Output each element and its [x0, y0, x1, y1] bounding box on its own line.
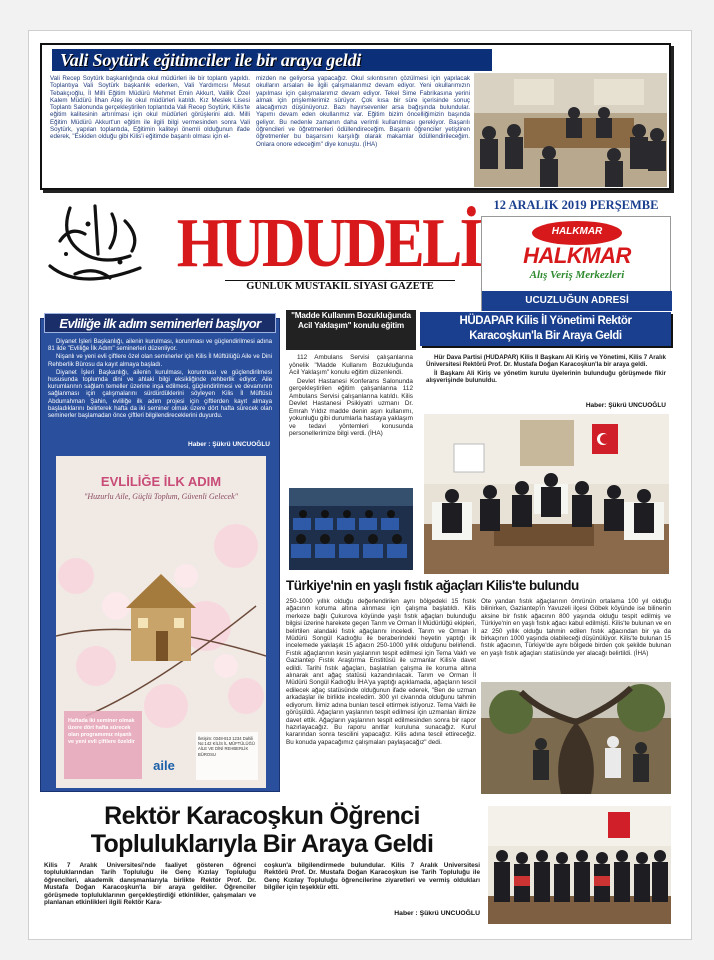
- hudapar-byline: Haber: Şükrü UNCUOĞLU: [585, 402, 666, 409]
- top-story: [40, 43, 671, 190]
- rektor-headline-line2: Topluluklarıyla Bir Araya Geldi: [90, 830, 434, 858]
- top-story-col2: mizden ne geliyorsa yapacağız. Okul sıkıntısının çözülmesi için yapılacak okulların arsaları ile ilgili çalışmalarımız devam ediyor. Yeni okullarımızın yapılması için çalışmalarımız devam ediyor. Tekel Sime Fabrikasına yerini almak için prişlemlerimiz sürüyor. Çok kısa bir süre içerisinde sonuç alacağımızı düşünüyoruz. Bazı hayırsevenler arsa bağışında bulundular. Yapımı devam eden okullarımız var. Eğitim bizim öncelliğimizin başında geliyor. Bu nedenle zamanın daha verimli kullanılması gerekiyor. Başarılı öğrencileri ve öğretmenleri ödüllendireceğim. Başarılı öğrenciler yetiştiren öğretmenler bu başarısını karşılığı olarak makamlar ödüllendirileceğim. Onlara onore edeceğim" diye konuştu. (İHA): [256, 75, 470, 148]
- evlilik-poster: [56, 456, 266, 788]
- halkmar-badge-text: HALKMAR: [551, 226, 603, 237]
- hudapar-body: [426, 354, 666, 400]
- fistik-col2: Öte yandan fıstık ağaçlarının ömrünün ortalama 100 yıl olduğu bilinirken, Gaziantep'in Yavuzeli ilçesi Göbek köyünde ise bilinenin aksine bir fıstık ağacının 800 yaşında olduğu tespit edilmiş ve Türkiye'nin en yaşlı fıstık ağacı kabul edilmişti. Kilis'te bulunan ve en az 250 yıllık olduğu tahmin edilen fıstık ağacından bir ya da birkaçının 1000 yaşında olabileceği düşünülüyor. Kilis'te bulunan 15 fıstık ağacının, Türkiye'de aynı bölgede birden çok şekilde bulunan en yaşlı fıstık ağaçları statüsünde yer alacağı belirtildi. (İHA): [481, 598, 671, 657]
- fistik-headline: Türkiye'nin en yaşlı fıstık ağaçları Kilis'te bulundu: [286, 578, 579, 593]
- poster-title: EVLİLİĞE İLK ADIM: [100, 474, 222, 489]
- rektor-photo: [488, 806, 671, 924]
- fistik-col1: 250-1000 yıllık olduğu değerlendirilen aynı bölgedeki 15 fıstık ağacının koruma altına alınması için çalışma başlatıldı. Kilis merkeze bağlı Çukurova köyünde yaşlı fıstık ağaçları bulunduğu bilgisi üzerine harekete geçen Tarım ve Orman İl Müdürlüğü ekipleri, belirtilen alandaki fıstık ağaçlarını inceledi. Tarım ve Orman İl Müdürü Songül Kadıoğlu ile beraberindeki heyetin yaptığı ilk incelemede yaklaşık 15 ağacın 250-1000 yıllık olduğunu belirlendi. Fıstık ağaçlarının kesin yaşlarının tespit edilmesi için Tema Vakfı ve Gaziantep Fıstık Araştırma Enstitüsü ile uzmanlar Kilis'e davet edildi. Tarihi fıstık ağaçları, başlatılan çalışma ile koruma altına alınarak anıt ağaç statüsü kazandırılacak. Tarım ve Orman İl Müdürü Songül Kadıoğlu İHA'ya yaptığı açıklamada, ağaçların tescil edilecek ağaç statüsünde olduğunun ifade ederek, "Ben de uzman arkadaşlar ile birlikte inceledim. 300 yıl civarında olduğunu tahmin ediyorum. İlimiz adına bunları tescil ettirmek istiyoruz. Tema Vakfı ile görüşüldü. Ağaçların yaşlarının tespit edilmesi için uzmanları ilimize davet ettik. Ağaçların yaşlarının tespit edilmesinden sonra bir rapor hazırlayacağız. Bu raporu anıtlar kuruluna sunacağız. Kurul kararından sonra tescilini yapacağız. Kilis adına tescil ettireceğiz. Bu konuda yapacağımız çalışmaları paylaşacağız" dedi.: [286, 598, 476, 746]
- evlilik-headline: Evliliğe ilk adım seminerleri başlıyor: [44, 313, 276, 333]
- hudapar-headline: HÜDAPAR Kilis İl Yönetimi Rektör Karacoşkun'la Bir Araya Geldi: [420, 312, 671, 346]
- madde-paragraph: 112 Ambulans Servisi çalışanlarına yönelik "Madde Kullanım Bozukluğunda Acil Yaklaşım" konulu eğitim düzenlendi.: [289, 354, 413, 376]
- madde-article: [286, 310, 416, 575]
- poster-subtitle: "Huzurlu Aile, Güçlü Toplum, Güvenli Gelecek": [83, 492, 239, 501]
- madde-headline: "Madde Kullanım Bozukluğunda Acil Yaklaşım" konulu eğitim: [286, 310, 416, 350]
- halkmar-ad[interactable]: [481, 216, 671, 311]
- hudapar-photo: [424, 414, 669, 574]
- masthead-calligraphy-logo: [40, 196, 152, 294]
- rektor-headline-line1: Rektör Karacoşkun Öğrenci: [104, 802, 420, 830]
- evlilik-paragraph: Diyanet İşleri Başkanlığı, ailenin kurulması, korunması ve güçlendirilmesi hususunda toplumda dini ve ahlaki bilgi eksikliğinde rehberlik ediyor. Aile kurumlarının sağlam temeller üzerine inşa edilmesi, güçlendirilmesi ve devamının sağlanması için çalışmalarını sürdürdüklerini söyleyen Kilis İl Müftüsü Abdurrahman Şahin, evliliğe ilk adım projesi için çiftlerden kayıt almaya başladıklarını belirterek hafta da iki seminer olmak üzere dört hafta sürecek olan seminerler başlamadan önce çiftleri bilgilendireceklerini duyurdu.: [48, 368, 272, 420]
- poster-aile-logo: aile: [153, 758, 175, 773]
- masthead-nameplate: HUDUDELİ: [176, 205, 481, 282]
- halkmar-brand: HALKMAR: [523, 243, 631, 268]
- issue-date: 12 ARALIK 2019 PERŞEMBE: [493, 198, 659, 212]
- top-story-photo: [474, 73, 667, 187]
- rektor-col2: coşkun'a bilgilendirmede bulundular. Kilis 7 Aralık Üniversitesi Rektörü Prof. Dr. Mustafa Doğan Karacoşkun ise Tarih Topluluğu ile Genç Kızılay Topluluğu öğrencilerine ziyaretleri ve vermiş oldukları bilgiler için teşekkür etti.: [264, 862, 480, 892]
- fistik-photo: [481, 682, 671, 794]
- rektor-col1: Kilis 7 Aralık Üniversitesi'nde faaliyet gösteren öğrenci topluluklarından Tarih Topluluğu ile Genç Kızılay Topluluğu öğrencileri, akademik danışmanlarıyla birlikte Rektör Prof. Dr. Mustafa Doğan Karacoşkun'la bir araya geldiler. Öğrenciler görüşmede topluluklarının gerçekleştirdiği etkinlikler, çalışmaları ve planlanan etkinlikleri ilgili Rektör Kara-: [44, 862, 256, 907]
- madde-body: [289, 354, 413, 486]
- poster-note: Haftada iki seminer olmak üzere dört hafta sürecek olan programımız nişanlı ve yeni evli çiftlere özeldir: [68, 718, 135, 745]
- rektor-byline: Haber : Şükrü UNCUOĞLU: [394, 910, 480, 917]
- poster-contact: İletişim: 0348-813 1234 Dahili No:142 KİLİS İL MÜFTÜLÜĞÜ AİLE VE DİNİ REHBERLİK BÜROSU: [198, 736, 255, 757]
- evlilik-paragraph: Nişanlı ve yeni evli çiftlere özel olan seminerler için Kilis İl Müftülüğü Aile ve Dini Rehberlik Bürosu da kayıt almaya başladı.: [48, 353, 272, 368]
- top-story-headline: Vali Soytürk eğitimciler ile bir araya geldi: [52, 49, 492, 71]
- halkmar-tagline: Alış Veriş Merkezleri: [529, 269, 625, 281]
- hudapar-paragraph: Hür Dava Partisi (HÜDAPAR) Kilis İl Başkanı Ali Kiriş ve Yönetimi, Kilis 7 Aralık Üniversitesi Rektörü Prof. Dr. Mustafa Doğan Karacoşkun'la bir araya geldi.: [426, 354, 666, 369]
- evlilik-paragraph: Diyanet İşleri Başkanlığı, ailenin kurulması, korunması ve güçlendirilmesi adına 81 ilde "Evliliğe İlk Adım" seminerleri düzenliyor.: [48, 338, 272, 353]
- masthead-subtitle: GÜNLÜK MÜSTAKİL SİYASİ GAZETE: [225, 280, 455, 292]
- madde-photo: [289, 488, 413, 570]
- evlilik-byline: Haber : Şükrü UNCUOĞLU: [188, 441, 270, 448]
- hudapar-paragraph: İl Başkanı Ali Kiriş ve yönetim kurulu üyelerinin bulunduğu görüşmede fikir alışverişinde bulunuldu.: [426, 369, 666, 385]
- top-story-col1: Vali Recep Soytürk başkanlığında okul müdürleri ile bir toplantı yapıldı. Toplantıya Vali Soytürk başkanlık ederken, Vali Yardımcısı Mesut Tebakçıoğlu, İl Milli Eğitim Müdürü Mehmet Emin Akkurt, Valilik Özel Kalem Müdürü İlhan Ateş ile okul müdürleri katıldı. Kız Meslek Lisesi Toplantı Salonunda gerçekleştirilen toplantıda Vali Recep Soytürk, Kilis'te eğitim kalitesinin artırılması için okul müdürleri görüşlerini aldı. Milli Eğitim Müdürü Akkurt'un eğitim ile ilgili bilgi vermesinden sonra Vali Soytürk, yapılan toplantıda, Eğitimin kaliteyi önemli olduğunun ifade ederek, "Eskiden olduğu gibi Kilis'i eğitimde başarılı olması için el-: [50, 75, 250, 141]
- halkmar-slogan: UCUZLUĞUN ADRESİ: [482, 291, 672, 311]
- madde-paragraph: Devlet Hastanesi Konferans Salonunda gerçekleştirilen eğitim çalışanlarına 112 Ambulans Servisi çalışanlarına katıldı. Kilis Devlet Hastanesi Psikiyatri uzmanı Dr. Emrah Yıldız madde denin aşırı kullanımı, yokunluğu gibi durumlarla hastaya yaklaşım ve tedavi yöntemleri konusunda personellerimize bilgi verdi. (İHA): [289, 377, 413, 437]
- masthead-title-box: [155, 200, 481, 298]
- hudapar-article: [420, 310, 671, 575]
- evlilik-body: [48, 338, 272, 438]
